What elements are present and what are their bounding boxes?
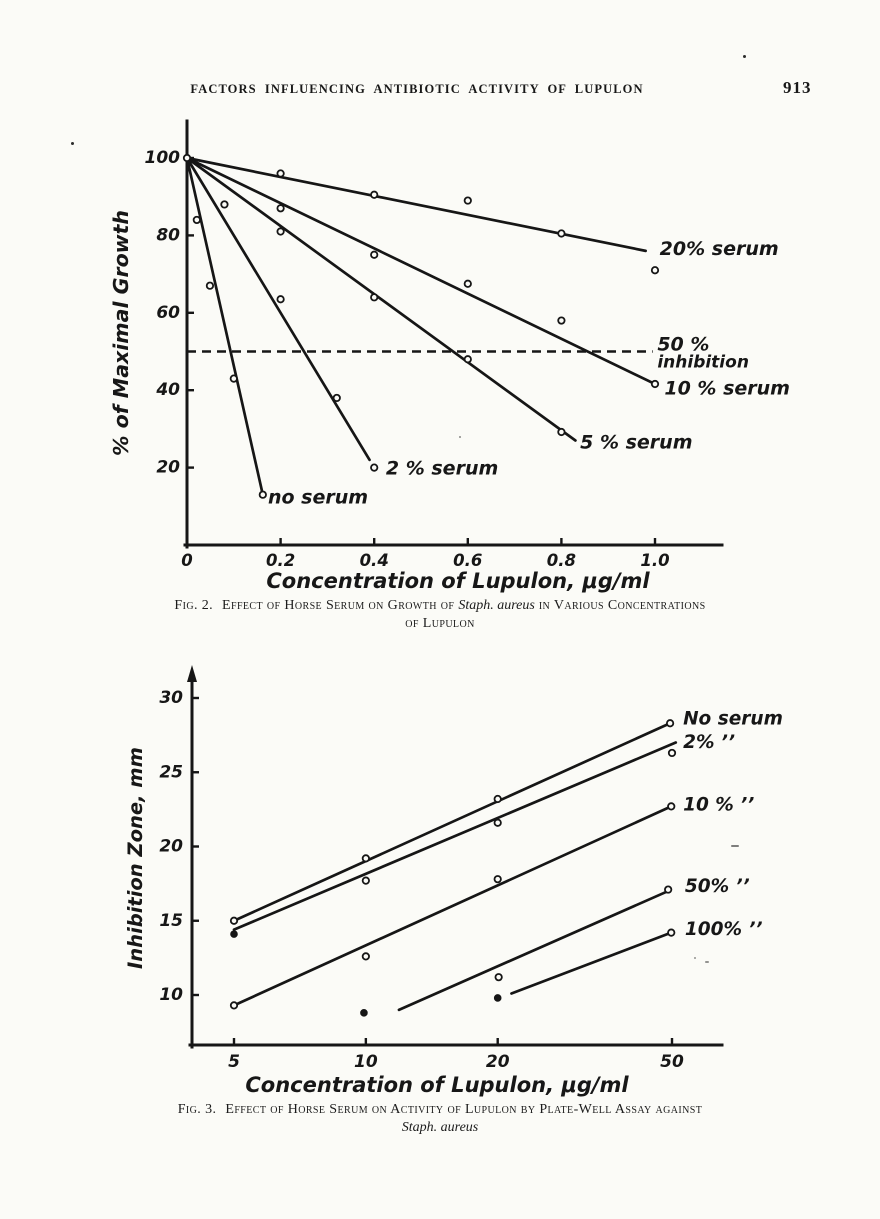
fig2-data-point (558, 317, 564, 323)
fig3-data-point (495, 796, 501, 802)
fig2-annotation-label: inhibition (657, 352, 749, 373)
fig2-y-axis-title: % of Maximal Growth (109, 209, 133, 457)
fig2-data-point (194, 217, 200, 223)
fig3-data-point (363, 877, 369, 883)
fig2-caption-species: Staph. aureus (458, 598, 535, 613)
fig2-data-point (465, 197, 471, 203)
fig2-series-label-5-serum: 5 % serum (580, 431, 693, 454)
fig2-data-point (277, 228, 283, 234)
fig3-x-tick-label: 5 (228, 1052, 240, 1072)
fig2-data-point (221, 201, 227, 207)
fig3-series-line-2-serum (234, 743, 676, 930)
fig2-series-label-20-serum: 20% serum (659, 237, 779, 260)
fig2-data-point (334, 395, 340, 401)
fig2-x-tick-label: 0.6 (453, 551, 483, 570)
fig3-data-point (495, 995, 501, 1001)
running-head: FACTORS INFLUENCING ANTIBIOTIC ACTIVITY OF LUPULON (190, 82, 644, 96)
fig2-caption-seg2: in Various Concentrations (538, 598, 706, 613)
fig3-x-tick-label: 50 (660, 1052, 684, 1072)
fig2-y-tick-label: 100 (144, 148, 180, 168)
fig3-y-axis-title: Inhibition Zone, mm (124, 747, 147, 969)
scan-speck (459, 436, 461, 438)
fig3-y-axis-arrow-icon (187, 665, 197, 682)
fig2-x-tick-label: 1.0 (640, 551, 670, 570)
fig2-data-point (558, 230, 564, 236)
fig3-data-point (231, 931, 237, 937)
fig3-data-point (495, 876, 501, 882)
fig2-caption-line1 (60, 597, 820, 615)
fig2-data-point (652, 267, 658, 273)
fig2-y-tick-label: 60 (156, 302, 180, 323)
fig3-caption-line2: Staph. aureus (401, 1119, 479, 1135)
fig3-data-point (495, 974, 501, 980)
fig2-data-point (652, 381, 658, 387)
fig2-series-line-20-serum (187, 158, 646, 251)
fig3-series-label-50-serum: 50% ’’ (684, 876, 750, 898)
fig2-y-tick-label: 20 (156, 457, 180, 478)
fig2-series-line-10-serum (187, 158, 655, 384)
fig2-chart (109, 121, 790, 593)
scan-speck (731, 845, 739, 847)
fig2-y-tick-label: 80 (156, 225, 180, 246)
fig3-y-tick-label: 10 (159, 985, 183, 1005)
fig3-caption-figlabel: Fig. 3. (177, 1102, 217, 1117)
scan-speck (694, 957, 696, 959)
fig2-data-point (371, 464, 377, 470)
scan-speck (743, 55, 746, 58)
scan-speck (705, 961, 709, 963)
fig2-data-point (277, 296, 283, 302)
fig3-y-tick-label: 15 (159, 910, 183, 931)
fig3-data-point (495, 820, 501, 826)
fig2-data-point (207, 283, 213, 289)
fig3-data-point (668, 803, 674, 809)
fig2-caption (60, 597, 820, 632)
fig3-chart (124, 665, 783, 1097)
fig3-data-point (665, 886, 671, 892)
fig3-data-point (231, 1002, 237, 1008)
fig2-data-point (465, 356, 471, 362)
fig2-data-point (260, 491, 266, 497)
fig2-y-tick-label: 40 (156, 380, 180, 401)
scan-speck (71, 142, 74, 145)
fig2-caption-seg1: Effect of Horse Serum on Growth of (222, 598, 455, 613)
fig3-series-line-No-serum (234, 723, 670, 921)
fig2-data-point (184, 155, 190, 161)
fig3-data-point (363, 855, 369, 861)
fig2-x-tick-label: 0.2 (265, 551, 296, 570)
fig2-x-tick-label: 0.8 (546, 551, 577, 570)
fig2-data-point (277, 170, 283, 176)
fig3-series-label-100-serum: 100% ’’ (684, 919, 763, 941)
fig3-y-tick-label: 25 (159, 762, 183, 783)
fig2-data-point (371, 252, 377, 258)
fig2-data-point (558, 429, 564, 435)
fig3-caption (60, 1101, 820, 1136)
fig3-series-line-100-serum (511, 933, 671, 994)
fig2-caption-figlabel: Fig. 2. (174, 598, 214, 613)
page-number: 913 (783, 78, 812, 97)
fig3-data-point (361, 1010, 367, 1016)
fig3-caption-line1 (60, 1101, 820, 1119)
fig3-series-label-10-serum: 10 % ’’ (683, 794, 755, 816)
fig3-x-tick-label: 20 (485, 1052, 510, 1072)
fig3-series-label-No-serum: No serum (683, 708, 783, 730)
fig3-series-label-2-serum: 2% ’’ (683, 732, 735, 754)
fig2-series-line-5-serum (187, 158, 575, 441)
fig2-data-point (371, 192, 377, 198)
fig2-x-tick-label: 0.4 (359, 551, 389, 570)
fig2-data-point (231, 375, 237, 381)
fig3-data-point (363, 953, 369, 959)
fig3-data-point (667, 720, 673, 726)
fig2-series-label-no-serum: no serum (267, 486, 369, 509)
fig3-data-point (231, 918, 237, 924)
fig2-annotation-label: 50 % (657, 333, 710, 356)
fig3-y-tick-label: 30 (159, 688, 183, 708)
fig3-data-point (669, 750, 675, 756)
fig2-series-label-10-serum: 10 % serum (664, 377, 790, 400)
fig2-x-tick-label: 0 (181, 551, 193, 570)
fig2-data-point (277, 205, 283, 211)
fig3-caption-seg1: Effect of Horse Serum on Activity of Lupulon by Plate-Well Assay against (225, 1102, 703, 1117)
fig2-caption-line2: of Lupulon (405, 615, 475, 631)
fig2-x-axis-title: Concentration of Lupulon, μg/ml (266, 569, 650, 593)
fig2-series-label-2-serum: 2 % serum (385, 457, 499, 480)
fig2-data-point (465, 281, 471, 287)
fig3-y-tick-label: 20 (159, 836, 183, 857)
fig2-data-point (371, 294, 377, 300)
fig3-x-tick-label: 10 (354, 1052, 378, 1072)
fig3-x-axis-title: Concentration of Lupulon, μg/ml (245, 1073, 629, 1097)
fig3-data-point (668, 929, 674, 935)
